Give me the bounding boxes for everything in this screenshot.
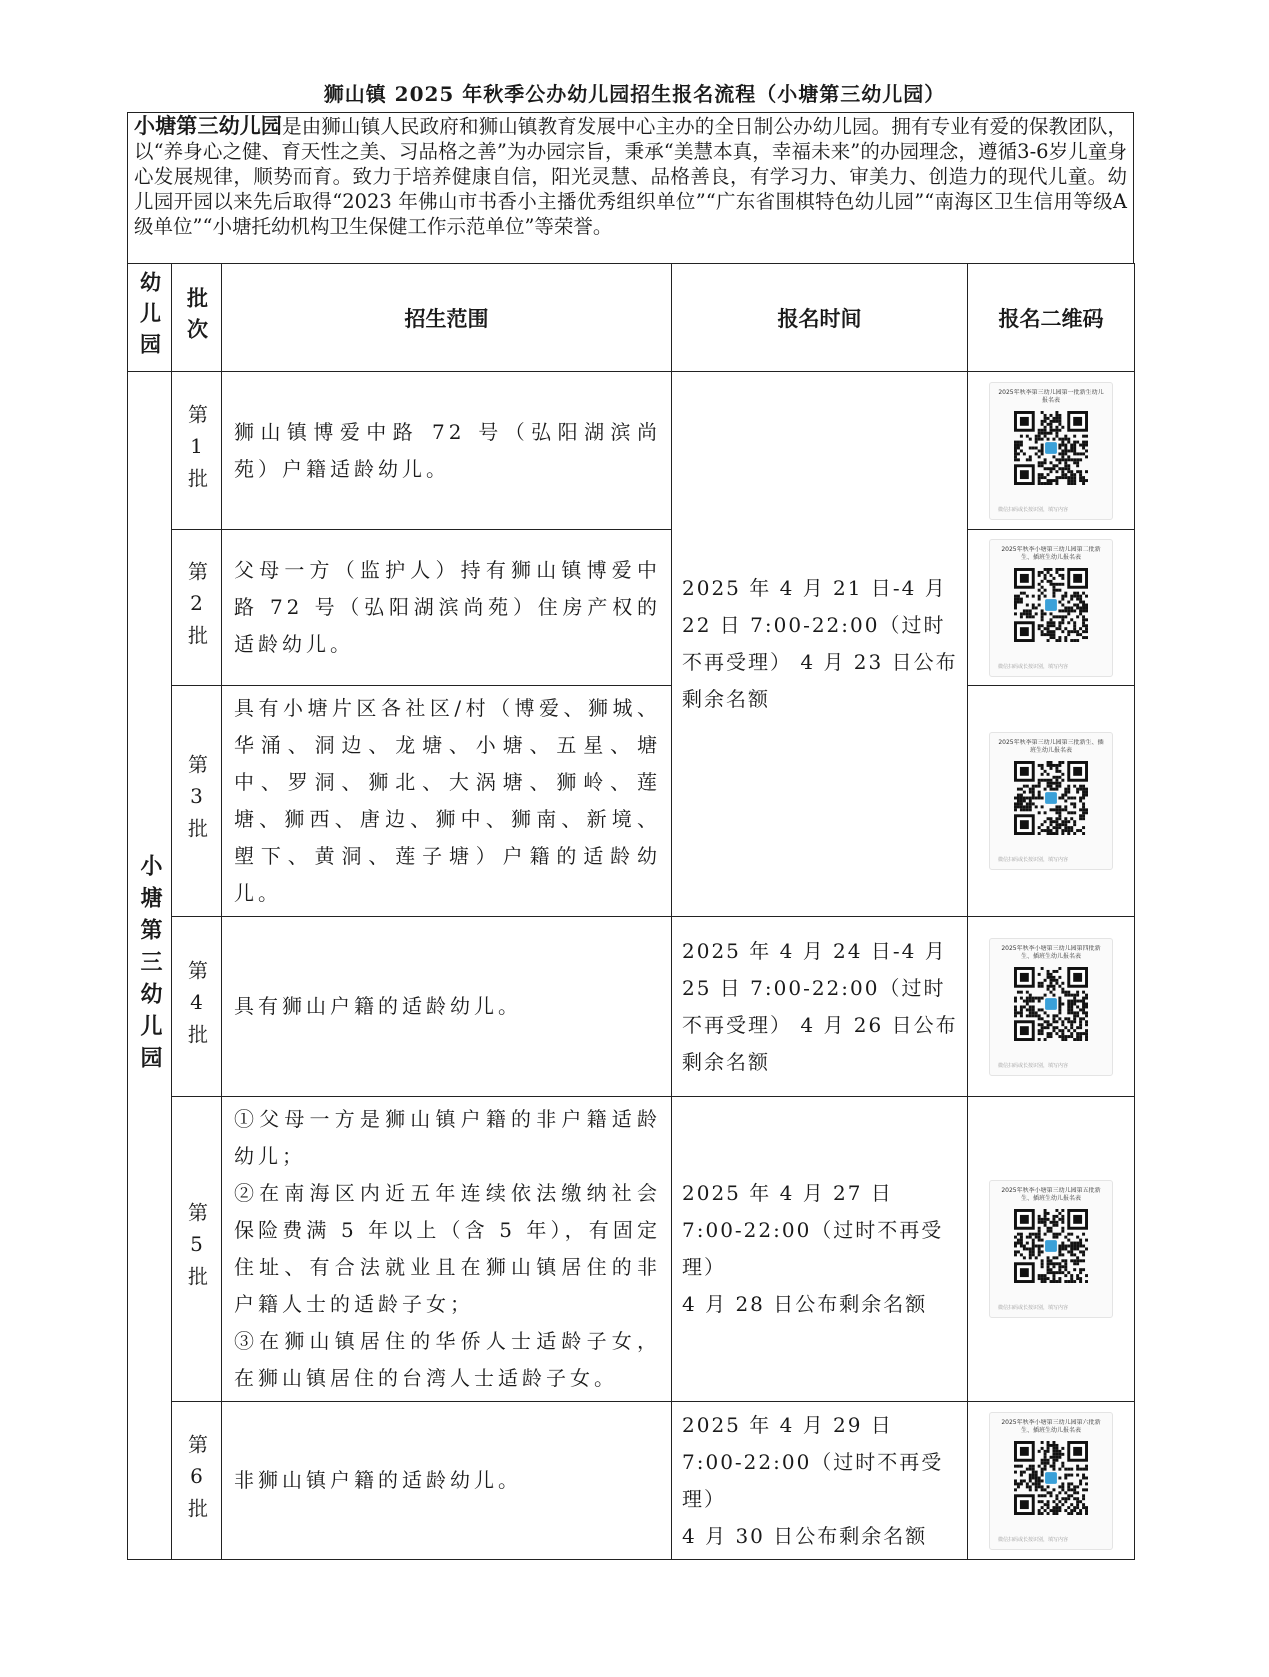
table-header-row <box>128 264 1135 372</box>
qr-card[interactable] <box>989 382 1113 520</box>
qr-caption: 2025年秋季小塘第三幼儿园第五批新生、插班生幼儿报名表 <box>1001 1187 1101 1202</box>
qr-caption: 2025年秋季第三幼儿园第一批新生幼儿报名表 <box>998 388 1104 404</box>
qr-code-icon <box>1014 967 1088 1041</box>
table-row <box>128 917 1135 1097</box>
qr-code-icon <box>1014 568 1088 642</box>
qr-caption: 2025年秋季小塘第三幼儿园第六批新生、插班生幼儿报名表 <box>1001 1418 1101 1434</box>
scope-cell: 具有小塘片区各社区/村（博爱、狮城、华涌、洞边、龙塘、小塘、五星、塘中、罗洞、狮北、大涡塘、狮岭、莲塘、狮西、唐边、狮中、狮南、新境、塱下、黄洞、莲子塘）户籍的适龄幼儿。 <box>222 686 672 917</box>
qr-card[interactable] <box>989 539 1113 677</box>
batch-cell: 第2批 <box>172 530 222 686</box>
qr-caption: 2025年秋季小塘第三幼儿园第四批新生、插班生幼儿报名表 <box>1001 944 1101 960</box>
qr-cell <box>968 372 1135 530</box>
qr-code-icon <box>1014 1441 1088 1515</box>
qr-foot: 微信扫码或长按识别，填写内容 <box>998 1062 1069 1069</box>
qr-card[interactable] <box>989 1412 1113 1550</box>
qr-code-icon <box>1014 761 1088 835</box>
qr-card[interactable] <box>989 1180 1113 1318</box>
qr-cell <box>968 530 1135 686</box>
intro-paragraph <box>127 112 1134 264</box>
batch-cell: 第1批 <box>172 372 222 530</box>
time-cell: 2025 年 4 月 24 日-4 月 25 日 7:00-22:00（过时不再受理） 4 月 26 日公布剩余名额 <box>672 917 968 1097</box>
scope-item: ③在狮山镇居住的华侨人士适龄子女，在狮山镇居住的台湾人士适龄子女。 <box>234 1329 661 1390</box>
table-row <box>128 1097 1135 1402</box>
time-cell <box>672 1402 968 1560</box>
qr-card[interactable] <box>989 732 1113 870</box>
time-line: 7:00-22:00（过时不再受理） <box>682 1218 944 1279</box>
scope-cell: 狮山镇博爱中路 72 号（弘阳湖滨尚苑）户籍适龄幼儿。 <box>222 372 672 530</box>
time-line: 2025 年 4 月 27 日 <box>682 1181 893 1205</box>
header-qr: 报名二维码 <box>968 264 1135 372</box>
scope-item: ②在南海区内近五年连续依法缴纳社会保险费满 5 年以上（含 5 年），有固定住址、有合法就业且在狮山镇居住的非户籍人士的适龄子女； <box>234 1181 661 1316</box>
scope-cell <box>222 1097 672 1402</box>
qr-foot: 微信扫码或长按识别，填写内容 <box>998 506 1069 513</box>
header-time: 报名时间 <box>672 264 968 372</box>
header-kindergarten: 幼儿园 <box>128 264 172 372</box>
page-title: 狮山镇 2025 年秋季公办幼儿园招生报名流程（小塘第三幼儿园） <box>323 82 946 106</box>
table-row <box>128 372 1135 530</box>
scope-cell: 非狮山镇户籍的适龄幼儿。 <box>222 1402 672 1560</box>
qr-card[interactable] <box>989 938 1113 1076</box>
intro-kindergarten-name: 小塘第三幼儿园 <box>134 113 283 138</box>
qr-foot: 微信扫码或长按识别，填写内容 <box>998 1305 1069 1311</box>
batch-cell: 第3批 <box>172 686 222 917</box>
intro-text: 是由狮山镇人民政府和狮山镇教育发展中心主办的全日制公办幼儿园。拥有专业有爱的保教团队，以“养身心之健、育天性之美、习品格之善”为办园宗旨，秉承“美慧本真，幸福未来”的办园理念，遵循3-6岁儿童身心发展规律，顺势而育。致力于培养健康自信，阳光灵慧、品格善良，有学习力、审美力、创造力的现代儿童。幼儿园开园以来先后取得“2023 年佛山市书香小主播优秀组织单位”“广东省围棋特色幼儿园”“南海区卫生信用等级A级单位”“小塘托幼机构卫生保健工作示范单位”等荣誉。 <box>134 115 1127 238</box>
qr-foot: 微信扫码或长按识别，填写内容 <box>998 857 1069 863</box>
qr-caption: 2025年秋季小塘第三幼儿园第二批新生、插班生幼儿报名表 <box>1001 545 1101 561</box>
time-line: 4 月 30 日公布剩余名额 <box>682 1523 928 1548</box>
time-line: 2025 年 4 月 29 日 <box>682 1412 893 1437</box>
qr-foot: 微信扫码或长按识别，填写内容 <box>998 1536 1069 1543</box>
table-row <box>128 1402 1135 1560</box>
batch-cell: 第4批 <box>172 917 222 1097</box>
scope-item: ①父母一方是狮山镇户籍的非户籍适龄幼儿； <box>234 1107 661 1168</box>
qr-cell <box>968 917 1135 1097</box>
batch-cell: 第6批 <box>172 1402 222 1560</box>
qr-cell <box>968 1402 1135 1560</box>
time-cell <box>672 1097 968 1402</box>
scope-cell: 父母一方（监护人）持有狮山镇博爱中路 72 号（弘阳湖滨尚苑）住房产权的适龄幼儿。 <box>222 530 672 686</box>
qr-cell <box>968 686 1135 917</box>
kindergarten-name-cell: 小塘第三幼儿园 <box>128 372 172 1560</box>
time-line: 4 月 28 日公布剩余名额 <box>682 1292 928 1316</box>
qr-code-icon <box>1014 411 1088 485</box>
batch-cell: 第5批 <box>172 1097 222 1402</box>
table-row <box>128 686 1135 917</box>
time-line: 7:00-22:00（过时不再受理） <box>682 1449 944 1511</box>
qr-cell <box>968 1097 1135 1402</box>
qr-foot: 微信扫码或长按识别，填写内容 <box>998 663 1069 670</box>
enrollment-table <box>127 263 1135 1560</box>
qr-caption: 2025年秋季第三幼儿园第三批新生、插班生幼儿报名表 <box>998 739 1104 754</box>
table-row <box>128 530 1135 686</box>
time-cell: 2025 年 4 月 21 日-4 月 22 日 7:00-22:00（过时不再受理） 4 月 23 日公布剩余名额 <box>672 372 968 917</box>
header-scope: 招生范围 <box>222 264 672 372</box>
header-batch: 批次 <box>172 264 222 372</box>
qr-code-icon <box>1014 1209 1088 1283</box>
scope-cell: 具有狮山户籍的适龄幼儿。 <box>222 917 672 1097</box>
